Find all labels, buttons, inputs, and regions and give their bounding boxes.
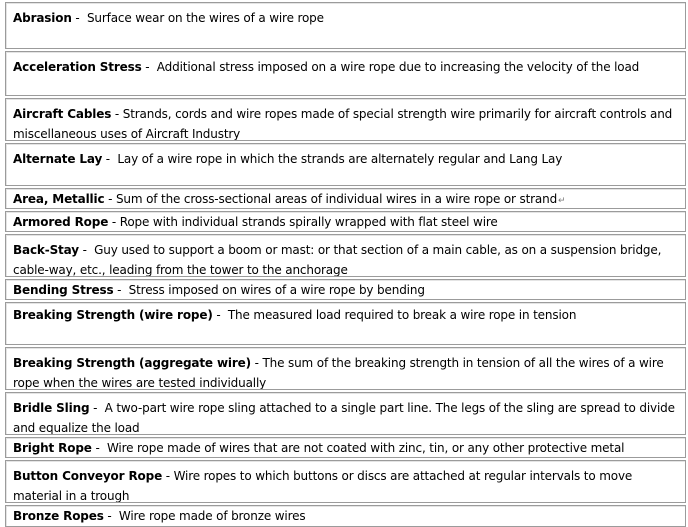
definition: Wire ropes to which buttons or discs are attached at regular intervals to move material in a trough — [13, 469, 633, 503]
glossary-entry-abrasion — [5, 2, 686, 49]
term: Bridle Sling — [13, 401, 90, 415]
separator: - — [108, 215, 120, 229]
separator: - — [71, 11, 87, 25]
glossary-entry-bronze-ropes — [5, 505, 686, 527]
glossary-entry-area-metallic — [5, 188, 686, 209]
definition: Sum of the cross-sectional areas of individual wires in a wire rope or strand — [115, 192, 558, 206]
glossary-entry-back-stay — [5, 234, 686, 277]
definition: Stress imposed on wires of a wire rope by bending — [128, 283, 425, 297]
separator: - — [141, 60, 157, 74]
separator: - — [212, 308, 228, 322]
glossary-table — [5, 2, 686, 527]
term: Armored Rope — [13, 215, 109, 229]
separator: - — [111, 107, 123, 121]
definition: A two-part wire rope sling attached to a single part line. The legs of the sling are spread to divide and equalize the load — [13, 401, 675, 435]
term: Bronze Ropes — [13, 509, 104, 523]
separator: - — [78, 243, 95, 257]
term: Alternate Lay — [13, 152, 103, 166]
definition: Lay of a wire rope in which the strands are alternately regular and Lang Lay — [117, 152, 563, 166]
glossary-entry-acceleration-stress — [5, 51, 686, 96]
separator: - — [103, 509, 119, 523]
separator: - — [250, 356, 263, 370]
paragraph-mark-icon: ↵ — [558, 196, 566, 206]
term: Breaking Strength (wire rope) — [13, 308, 213, 322]
term: Area, Metallic — [13, 192, 105, 206]
separator: - — [91, 441, 107, 455]
glossary-entry-bright-rope — [5, 437, 686, 458]
glossary-entry-bridle-sling — [5, 392, 686, 435]
term: Bending Stress — [13, 283, 114, 297]
glossary-entry-bending-stress — [5, 279, 686, 300]
glossary-entry-breaking-strength-aggregate-wire — [5, 347, 686, 390]
definition: Guy used to support a boom or mast: or that section of a main cable, as on a suspension bridge, cable-way, etc., leading from the tower to the anchorage — [13, 243, 662, 277]
term: Aircraft Cables — [13, 107, 112, 121]
definition: Strands, cords and wire ropes made of special strength wire primarily for aircraft controls and miscellaneous uses of Aircraft Industry — [13, 107, 673, 141]
definition: Wire rope made of wires that are not coated with zinc, tin, or any other protective metal — [106, 441, 625, 455]
term: Abrasion — [13, 11, 72, 25]
separator: - — [102, 152, 118, 166]
glossary-entry-aircraft-cables — [5, 98, 686, 141]
definition: Additional stress imposed on a wire rope due to increasing the velocity of the load — [156, 60, 640, 74]
term: Breaking Strength (aggregate wire) — [13, 356, 251, 370]
separator: - — [104, 192, 116, 206]
separator: - — [89, 401, 105, 415]
separator: - — [113, 283, 129, 297]
definition: The sum of the breaking strength in tension of all the wires of a wire rope when the wires are tested individually — [13, 356, 664, 390]
separator: - — [162, 469, 174, 483]
term: Button Conveyor Rope — [13, 469, 163, 483]
definition: Surface wear on the wires of a wire rope — [86, 11, 324, 25]
glossary-entry-alternate-lay — [5, 143, 686, 186]
term: Back-Stay — [13, 243, 79, 257]
glossary-entry-button-conveyor-rope — [5, 460, 686, 503]
definition: The measured load required to break a wire rope in tension — [227, 308, 577, 322]
glossary-entry-armored-rope — [5, 211, 686, 232]
term: Bright Rope — [13, 441, 92, 455]
definition: Wire rope made of bronze wires — [118, 509, 306, 523]
glossary-entry-breaking-strength-wire-rope — [5, 302, 686, 345]
term: Acceleration Stress — [13, 60, 142, 74]
definition: Rope with individual strands spirally wrapped with flat steel wire — [119, 215, 498, 229]
